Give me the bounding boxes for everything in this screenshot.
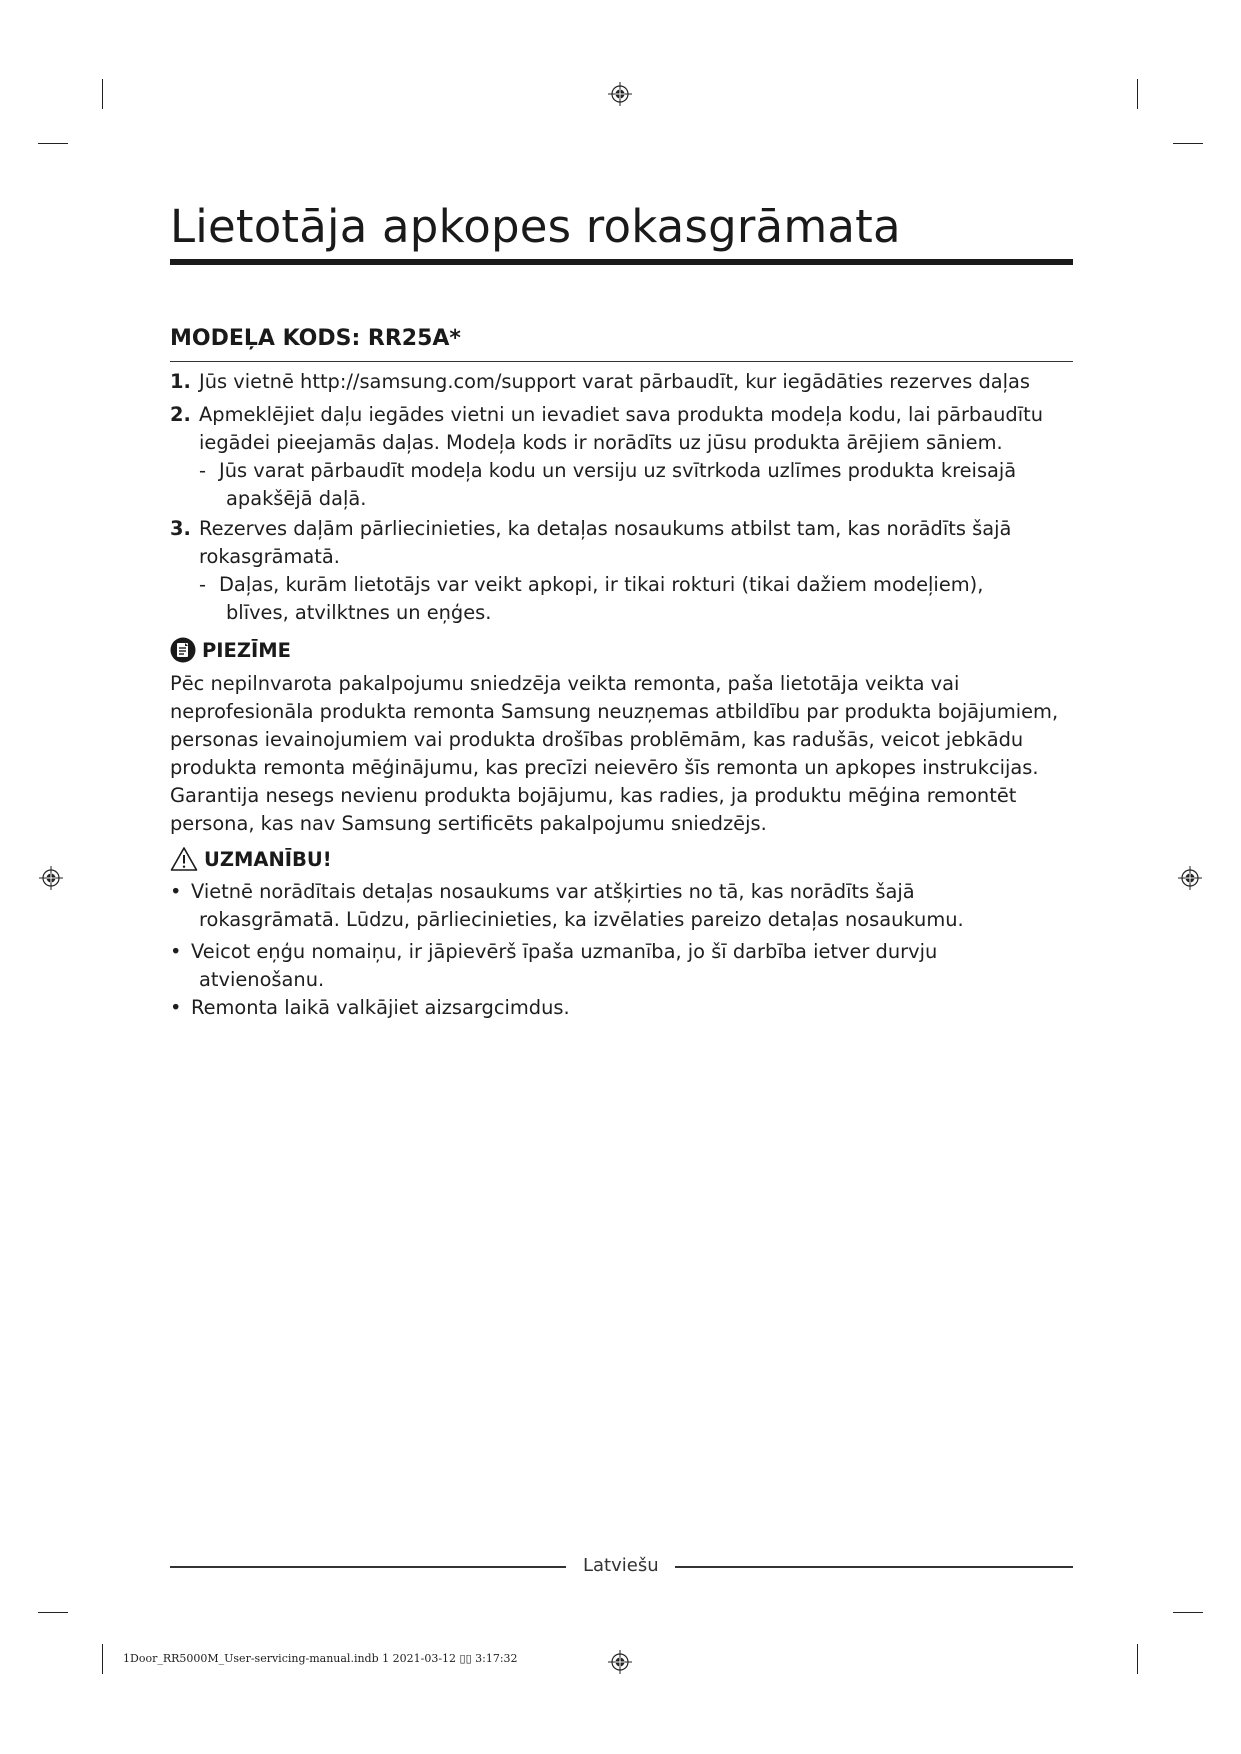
page-title: Lietotāja apkopes rokasgrāmata xyxy=(170,200,901,253)
warning-triangle-icon xyxy=(170,846,198,872)
sub-item-text: Jūs varat pārbaudīt modeļa kodu un versiju uz svītrkoda uzlīmes produkta kreisajā xyxy=(219,459,1017,482)
crop-mark xyxy=(102,1644,103,1674)
registration-mark-icon xyxy=(608,82,632,106)
section-heading: MODEĻA KODS: RR25A* xyxy=(170,326,461,351)
caution-text: Vietnē norādītais detaļas nosaukums var atšķirties no tā, kas norādīts šajā xyxy=(191,880,915,903)
list-item-text: Rezerves daļām pārliecinieties, ka detaļas nosaukums atbilst tam, kas norādīts šajā xyxy=(199,517,1012,540)
registration-mark-icon xyxy=(608,1650,632,1674)
registration-mark-icon xyxy=(1178,866,1202,890)
note-text: produkta remonta mēģinājumu, kas precīzi neievēro šīs remonta un apkopes instrukcijas. xyxy=(170,756,1039,779)
sub-item-text: apakšējā daļā. xyxy=(226,487,367,510)
sub-item-text: Daļas, kurām lietotājs var veikt apkopi, ir tikai rokturi (tikai dažiem modeļiem), xyxy=(219,573,984,596)
note-text: Pēc nepilnvarota pakalpojumu sniedzēja veikta remonta, paša lietotāja veikta vai xyxy=(170,672,960,695)
crop-mark xyxy=(102,79,103,109)
caution-heading xyxy=(170,846,332,872)
note-text: neprofesionāla produkta remonta Samsung neuzņemas atbildību par produkta bojājumiem, xyxy=(170,700,1059,723)
list-item-text: Apmeklējiet daļu iegādes vietni un ievadiet sava produkta modeļa kodu, lai pārbaudītu xyxy=(199,403,1044,426)
bullet-icon: • xyxy=(170,940,182,963)
registration-mark-icon xyxy=(39,866,63,890)
note-label: PIEZĪME xyxy=(202,638,291,662)
sub-item-text: blīves, atvilktnes un eņģes. xyxy=(226,601,492,624)
caution-text: Veicot eņģu nomaiņu, ir jāpievērš īpaša uzmanība, jo šī darbība ietver durvju xyxy=(191,940,938,963)
title-rule xyxy=(170,259,1073,265)
crop-mark xyxy=(1173,1612,1203,1613)
note-text: persona, kas nav Samsung sertificēts pakalpojumu sniedzējs. xyxy=(170,812,767,835)
list-item-number: 1. xyxy=(170,370,191,393)
print-imprint: 1Door_RR5000M_User-servicing-manual.indb 1 2021-03-12 ▯▯ 3:17:32 xyxy=(123,1652,518,1665)
note-text: personas ievainojumiem vai produkta drošības problēmām, kas radušās, veicot jebkādu xyxy=(170,728,1024,751)
section-rule xyxy=(170,361,1073,362)
footer-rule-right xyxy=(675,1566,1073,1568)
note-text: Garantija nesegs nevienu produkta bojājumu, kas radies, ja produktu mēģina remontēt xyxy=(170,784,1017,807)
crop-mark xyxy=(1173,143,1203,144)
list-item-text: iegādei pieejamās daļas. Modeļa kods ir norādīts uz jūsu produkta ārējiem sāniem. xyxy=(199,431,1003,454)
crop-mark xyxy=(38,1612,68,1613)
sub-item-dash: - xyxy=(199,459,206,482)
list-item-number: 3. xyxy=(170,517,191,540)
list-item-text: Jūs vietnē http://samsung.com/support varat pārbaudīt, kur iegādāties rezerves daļas xyxy=(199,370,1031,393)
footer-language: Latviešu xyxy=(583,1555,659,1576)
sub-item-dash: - xyxy=(199,573,206,596)
note-heading xyxy=(170,637,291,663)
bullet-icon: • xyxy=(170,880,182,903)
note-icon xyxy=(170,637,196,663)
bullet-icon: • xyxy=(170,996,182,1019)
list-item-number: 2. xyxy=(170,403,191,426)
crop-mark xyxy=(1137,79,1138,109)
caution-text: Remonta laikā valkājiet aizsargcimdus. xyxy=(191,996,570,1019)
crop-mark xyxy=(38,143,68,144)
crop-mark xyxy=(1137,1644,1138,1674)
caution-text: rokasgrāmatā. Lūdzu, pārliecinieties, ka izvēlaties pareizo detaļas nosaukumu. xyxy=(199,908,964,931)
caution-text: atvienošanu. xyxy=(199,968,325,991)
footer-rule-left xyxy=(170,1566,566,1568)
list-item-text: rokasgrāmatā. xyxy=(199,545,340,568)
caution-label: UZMANĪBU! xyxy=(204,847,332,871)
